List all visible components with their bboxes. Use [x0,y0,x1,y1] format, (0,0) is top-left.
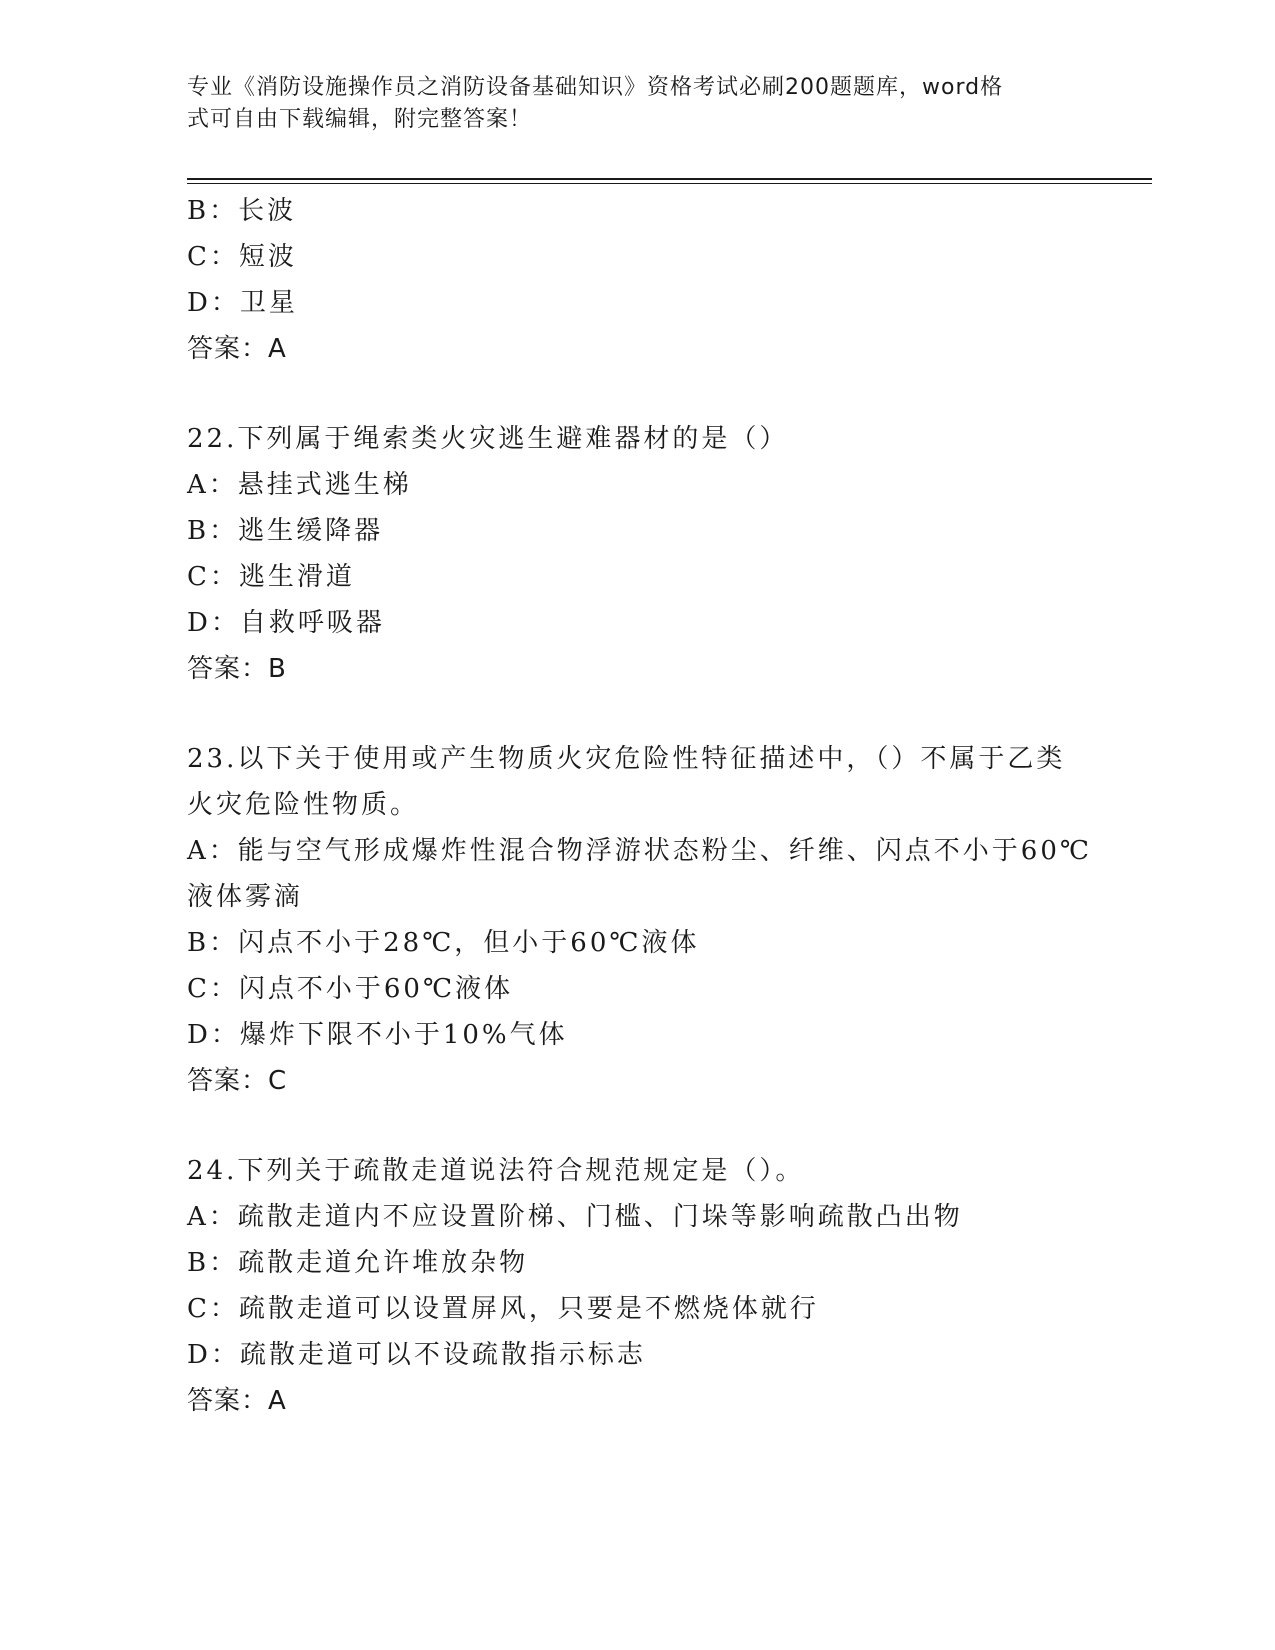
question-24 [187,1148,1087,1424]
option-c: C：短波 [187,242,297,272]
header-line-1: 专业《消防设施操作员之消防设备基础知识》资格考试必刷200题题库，word格 [187,75,1004,100]
option-a-line-2: 液体雾滴 [187,882,304,912]
option-b: B：疏散走道允许堆放杂物 [187,1248,529,1278]
option-d: D：卫星 [187,288,298,318]
option-b: B：闪点不小于28℃，但小于60℃液体 [187,928,700,958]
option-b: B：逃生缓降器 [187,516,384,546]
header-divider-thick [187,178,1152,180]
header-line-2: 式可自由下载编辑，附完整答案！ [187,107,533,132]
option-c: C：闪点不小于60℃液体 [187,974,514,1004]
option-d: D：疏散走道可以不设疏散指示标志 [187,1340,646,1370]
option-c: C：疏散走道可以设置屏风，只要是不燃烧体就行 [187,1294,819,1324]
question-21-continued [187,188,1087,372]
option-d: D：爆炸下限不小于10%气体 [187,1020,568,1050]
option-a: A：悬挂式逃生梯 [187,470,412,500]
option-a: A：疏散走道内不应设置阶梯、门槛、门垛等影响疏散凸出物 [187,1202,963,1232]
spacer [187,1104,1087,1148]
option-c: C：逃生滑道 [187,562,355,592]
option-d: D：自救呼吸器 [187,608,385,638]
option-a-line-1: A：能与空气形成爆炸性混合物浮游状态粉尘、纤维、闪点不小于60℃ [187,836,1092,866]
page-header [187,72,1077,136]
header-divider-thin [187,183,1152,184]
question-23 [187,736,1092,1104]
spacer [187,692,1087,736]
question-stem: 24.下列关于疏散走道说法符合规范规定是（）。 [187,1156,805,1186]
spacer [187,372,1087,416]
question-stem-line-1: 23.以下关于使用或产生物质火灾危险性特征描述中，（）不属于乙类 [187,744,1066,774]
question-list [187,188,1092,1424]
question-stem: 22.下列属于绳索类火灾逃生避难器材的是（） [187,424,789,454]
question-stem-line-2: 火灾危险性物质。 [187,790,420,820]
answer: 答案：A [187,334,287,364]
question-22 [187,416,1087,692]
option-b: B：长波 [187,196,297,226]
answer: 答案：A [187,1386,287,1416]
answer: 答案：B [187,654,287,684]
answer: 答案：C [187,1066,288,1096]
